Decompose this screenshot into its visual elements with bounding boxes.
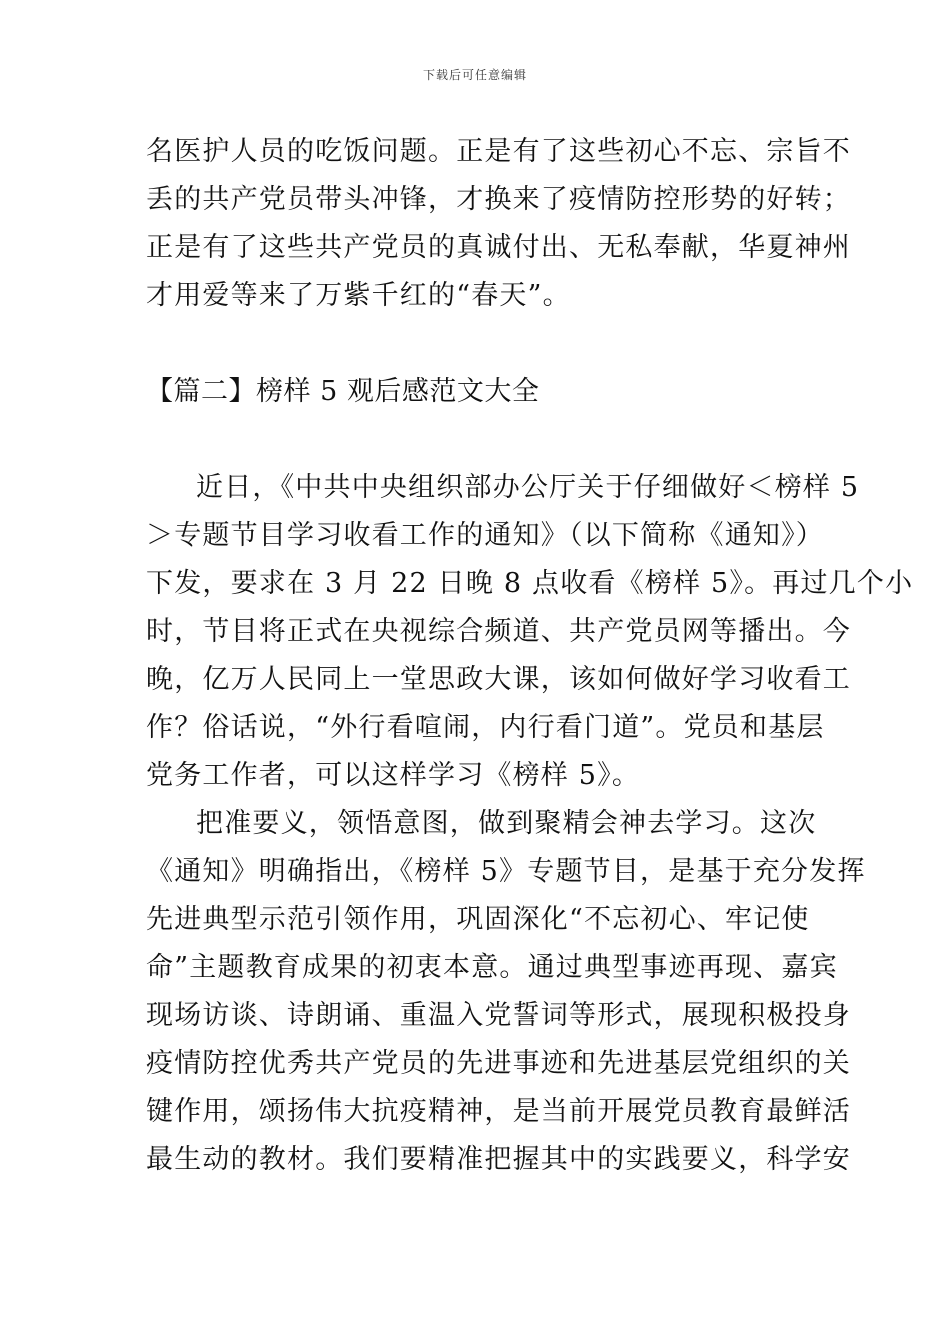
text-line: 先进典型示范引领作用，巩固深化“不忘初心、牢记使 <box>146 904 810 935</box>
page-header-note: 下载后可任意编辑 <box>422 68 527 82</box>
text-line: 才用爱等来了万紫千红的“春天”。 <box>146 280 571 311</box>
text-line: 党务工作者，可以这样学习《榜样 5》。 <box>146 760 641 791</box>
text-line: 命”主题教育成果的初衷本意。通过典型事迹再现、嘉宾 <box>146 952 838 983</box>
text-line: 晚，亿万人民同上一堂思政大课，该如何做好学习收看工 <box>146 664 851 695</box>
text-line: 近日，《中共中央组织部办公厅关于仔细做好＜榜样 5 <box>196 472 860 503</box>
text-line: 最生动的教材。我们要精准把握其中的实践要义，科学安 <box>146 1144 851 1175</box>
text-line: 下发，要求在 3 月 22 日晚 8 点收看《榜样 5》。再过几个小 <box>146 568 914 599</box>
section-heading: 【篇二】榜样 5 观后感范文大全 <box>146 376 540 407</box>
body-paragraph-2 <box>146 800 866 1184</box>
body-paragraph-1 <box>146 464 914 800</box>
text-line: ＞专题节目学习收看工作的通知》（以下简称《通知》） <box>146 520 824 551</box>
text-line: 键作用，颂扬伟大抗疫精神，是当前开展党员教育最鲜活 <box>146 1096 851 1127</box>
text-line: 作？俗话说，“外行看喧闹，内行看门道”。党员和基层 <box>146 712 825 743</box>
text-line: 时，节目将正式在央视综合频道、共产党员网等播出。今 <box>146 616 851 647</box>
text-line: 把准要义，领悟意图，做到聚精会神去学习。这次 <box>196 808 817 839</box>
intro-paragraph <box>146 128 851 320</box>
text-line: 丢的共产党员带头冲锋，才换来了疫情防控形势的好转； <box>146 184 851 215</box>
text-line: 名医护人员的吃饭问题。正是有了这些初心不忘、宗旨不 <box>146 136 851 167</box>
document-body <box>146 128 914 1184</box>
text-line: 《通知》明确指出，《榜样 5》专题节目，是基于充分发挥 <box>146 856 866 887</box>
text-line: 正是有了这些共产党员的真诚付出、无私奉献，华夏神州 <box>146 232 851 263</box>
text-line: 疫情防控优秀共产党员的先进事迹和先进基层党组织的关 <box>146 1048 851 1079</box>
text-line: 现场访谈、诗朗诵、重温入党誓词等形式，展现积极投身 <box>146 1000 851 1031</box>
